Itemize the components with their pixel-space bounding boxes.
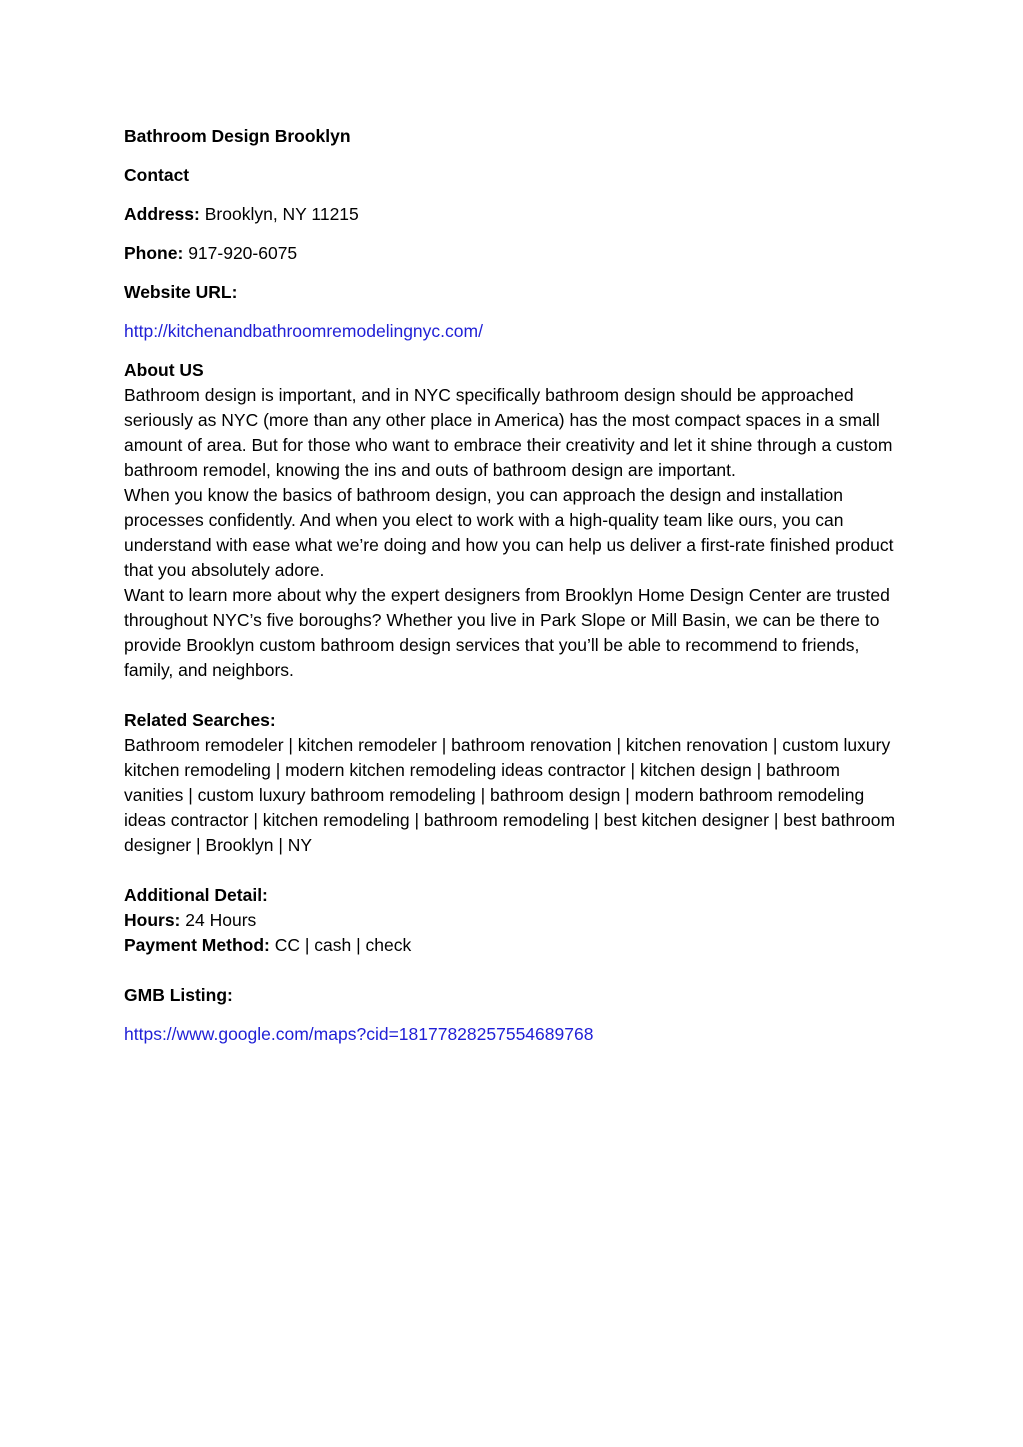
hours-value: 24 Hours — [185, 910, 257, 930]
address-line — [124, 202, 904, 227]
payment-value: CC | cash | check — [274, 935, 412, 955]
phone-value: 917-920-6075 — [188, 243, 298, 263]
hours-label: Hours: — [124, 910, 181, 930]
hours-line — [124, 908, 904, 933]
contact-heading: Contact — [124, 165, 190, 185]
about-paragraph: Bathroom design is important, and in NYC specifically bathroom design should be approached seriously as NYC (more than any other place in America) has the most compact spaces in a small amount of area. But for those who want to embrace their creativity and let it shine through a custom bathroom remodel, knowing the ins and outs of bathroom design are important. — [124, 385, 893, 480]
about-body — [124, 383, 904, 683]
phone-label: Phone: — [124, 243, 184, 263]
gmb-line — [124, 1022, 904, 1047]
document-page — [124, 124, 904, 1047]
website-label: Website URL: — [124, 282, 238, 302]
about-paragraph: When you know the basics of bathroom design, you can approach the design and installation processes confidently. And when you elect to work with a high-quality team like ours, you can understand with ease what we’re doing and how you can help us deliver a first-rate finished product that you absolutely adore. — [124, 485, 894, 580]
website-link[interactable]: http://kitchenandbathroomremodelingnyc.com/ — [124, 321, 483, 341]
about-paragraph: Want to learn more about why the expert designers from Brooklyn Home Design Center are trusted throughout NYC’s five boroughs? Whether you live in Park Slope or Mill Basin, we can be there to provide Brooklyn custom bathroom design services that you’ll be able to recommend to friends, family, and neighbors. — [124, 585, 890, 680]
about-heading: About US — [124, 360, 204, 380]
additional-heading: Additional Detail: — [124, 885, 268, 905]
gmb-link[interactable]: https://www.google.com/maps?cid=18177828257554689768 — [124, 1024, 594, 1044]
phone-line — [124, 241, 904, 266]
related-searches-text: Bathroom remodeler | kitchen remodeler | bathroom renovation | kitchen renovation | custom luxury kitchen remodeling | modern kitchen remodeling ideas contractor | kitchen design | bathroom vanities | custom luxury bathroom remodeling | bathroom design | modern bathroom remodeling ideas contractor | kitchen remodeling | bathroom remodeling | best kitchen designer | best bathroom designer | Brooklyn | NY — [124, 735, 896, 855]
address-label: Address: — [124, 204, 200, 224]
payment-line — [124, 933, 904, 958]
website-line — [124, 319, 904, 344]
address-value: Brooklyn, NY 11215 — [204, 204, 359, 224]
related-heading: Related Searches: — [124, 710, 276, 730]
document-title: Bathroom Design Brooklyn — [124, 126, 351, 146]
gmb-heading: GMB Listing: — [124, 985, 233, 1005]
payment-label: Payment Method: — [124, 935, 270, 955]
